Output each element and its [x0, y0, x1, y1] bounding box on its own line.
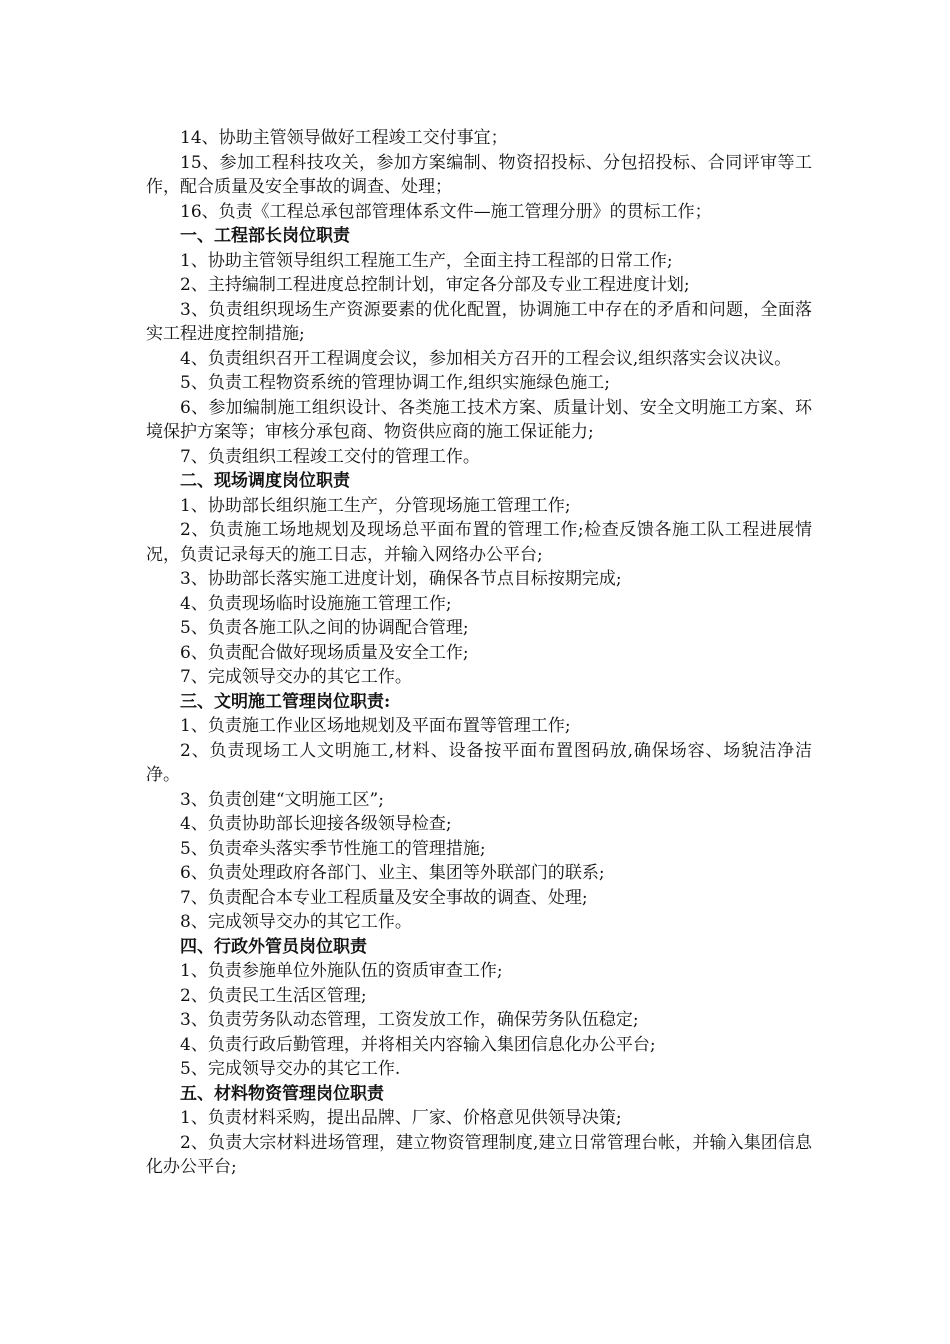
- list-item: 1、负责施工作业区场地规划及平面布置等管理工作;: [180, 716, 571, 736]
- list-item: 1、负责参施单位外施队伍的资质审查工作;: [180, 961, 503, 981]
- list-item: 16、负责《工程总承包部管理体系文件—施工管理分册》的贯标工作；: [180, 201, 712, 222]
- list-item: 2、主持编制工程进度总控制计划，审定各分部及专业工程进度计划;: [180, 275, 690, 295]
- list-item: 1、协助部长组织施工生产，分管现场施工管理工作;: [180, 495, 571, 516]
- section-heading-department-head: 一、工程部长岗位职责: [180, 226, 350, 246]
- list-item: 3、协助部长落实施工进度计划，确保各节点目标按期完成;: [180, 569, 622, 589]
- document-page: [146, 126, 812, 1180]
- list-item: 4、负责现场临时设施施工管理工作;: [180, 593, 452, 614]
- section-heading-admin-external: 四、行政外管员岗位职责: [180, 936, 367, 957]
- list-item: 2、负责施工场地规划及现场总平面布置的管理工作;检查反馈各施工队工程进展情况，负责记录每天的施工日志，并输入网络办公平台;: [146, 520, 812, 565]
- list-item: 6、负责配合做好现场质量及安全工作;: [180, 642, 469, 663]
- list-item: 2、负责现场工人文明施工,材料、设备按平面布置图码放,确保场容、场貌洁净洁净。: [146, 740, 812, 785]
- list-item: 7、完成领导交办的其它工作。: [180, 667, 412, 687]
- section-heading-civilized-construction: 三、文明施工管理岗位职责:: [180, 691, 391, 712]
- list-item: 14、协助主管领导做好工程竣工交付事宜；: [180, 128, 508, 148]
- list-item: 4、负责行政后勤管理，并将相关内容输入集团信息化办公平台;: [180, 1034, 656, 1055]
- list-item: 2、负责民工生活区管理;: [180, 985, 367, 1006]
- list-item: 6、参加编制施工组织设计、各类施工技术方案、质量计划、安全文明施工方案、环境保护方案等；审核分承包商、物资供应商的施工保证能力;: [146, 397, 812, 442]
- list-item: 5、负责工程物资系统的管理协调工作,组织实施绿色施工;: [180, 373, 610, 393]
- list-item: 4、负责组织召开工程调度会议，参加相关方召开的工程会议,组织落实会议决议。: [180, 348, 792, 369]
- list-item: 3、负责创建“文明施工区”;: [180, 789, 384, 810]
- list-item: 1、协助主管领导组织工程施工生产，全面主持工程部的日常工作;: [180, 250, 673, 271]
- section-heading-materials: 五、材料物资管理岗位职责: [180, 1083, 384, 1104]
- list-item: 3、负责组织现场生产资源要素的优化配置，协调施工中存在的矛盾和问题，全面落实工程进度控制措施;: [146, 299, 812, 344]
- list-item: 7、负责组织工程竣工交付的管理工作。: [180, 446, 480, 467]
- list-item: 1、负责材料采购，提出品牌、厂家、价格意见供领导决策;: [180, 1108, 622, 1128]
- list-item: 2、负责大宗材料进场管理，建立物资管理制度,建立日常管理台帐，并输入集团信息化办公平台;: [146, 1132, 812, 1177]
- list-item: 15、参加工程科技攻关，参加方案编制、物资招投标、分包招投标、合同评审等工作，配合质量及安全事故的调查、处理；: [146, 152, 812, 197]
- list-item: 5、完成领导交办的其它工作.: [180, 1059, 401, 1079]
- list-item: 7、负责配合本专业工程质量及安全事故的调查、处理;: [180, 887, 588, 908]
- list-item: 5、负责各施工队之间的协调配合管理;: [180, 618, 469, 638]
- list-item: 5、负责牵头落实季节性施工的管理措施;: [180, 838, 486, 859]
- list-item: 4、负责协助部长迎接各级领导检查;: [180, 814, 452, 834]
- list-item: 3、负责劳务队动态管理，工资发放工作，确保劳务队伍稳定;: [180, 1010, 639, 1030]
- section-heading-site-dispatch: 二、现场调度岗位职责: [180, 471, 350, 491]
- list-item: 8、完成领导交办的其它工作。: [180, 912, 412, 932]
- list-item: 6、负责处理政府各部门、业主、集团等外联部门的联系;: [180, 863, 605, 883]
